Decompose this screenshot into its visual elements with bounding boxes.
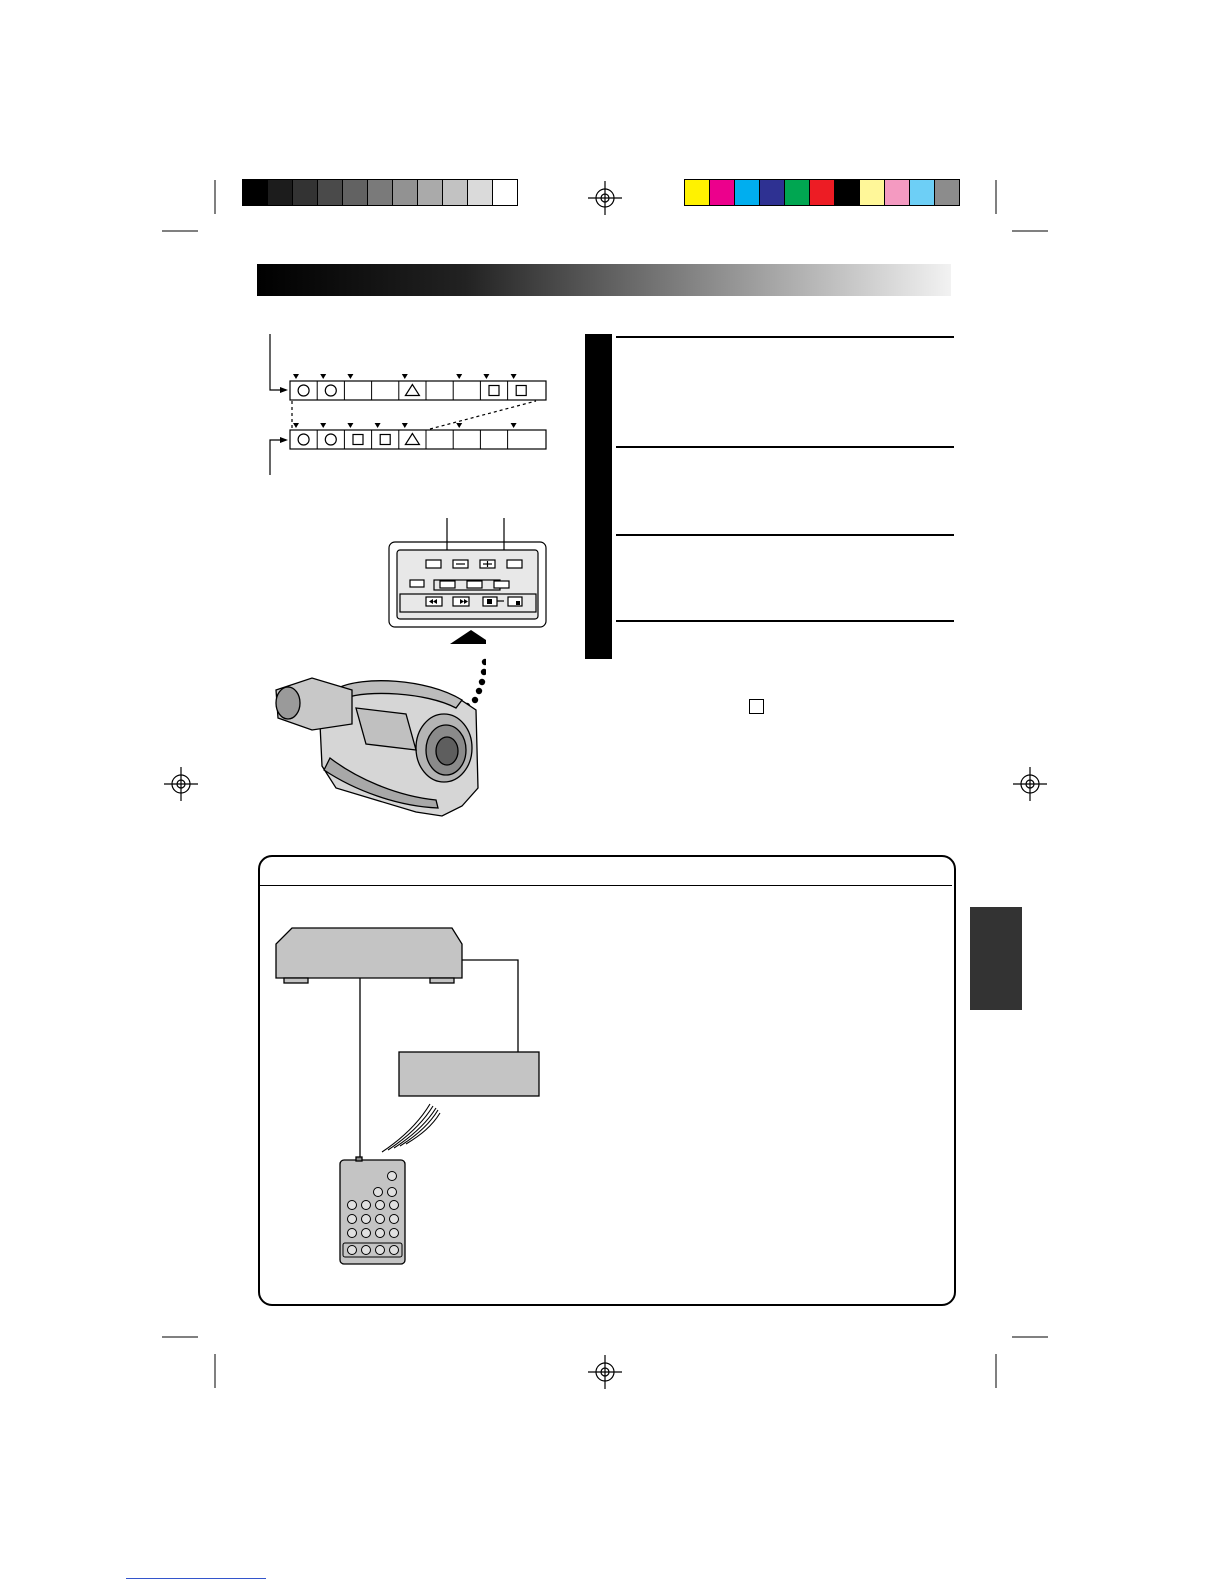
square-icon (749, 699, 764, 714)
remote-button (348, 1246, 357, 1255)
remote-button (348, 1201, 357, 1210)
steps-bar (585, 334, 612, 659)
remote-button (374, 1188, 383, 1197)
tape-index-marker (320, 423, 326, 428)
monitor-box (399, 1052, 539, 1096)
remote-button (388, 1188, 397, 1197)
color-bar-swatch (709, 180, 734, 205)
tape-index-marker (402, 374, 408, 379)
tape-scene-circle (325, 434, 336, 445)
remote-button (376, 1246, 385, 1255)
color-bar-swatch (834, 180, 859, 205)
tape-index-marker (293, 374, 299, 379)
tape-upper-row (293, 374, 526, 400)
gray-bar-swatch (367, 180, 392, 205)
tape-scene-circle (325, 385, 336, 396)
tape-lower-row (293, 423, 517, 449)
tape-index-marker (402, 423, 408, 428)
color-bar-swatch (809, 180, 834, 205)
color-bar-swatch (934, 180, 959, 205)
remote-button (390, 1201, 399, 1210)
gray-bar-swatch (492, 180, 517, 205)
crosshair-icon-top (588, 181, 622, 215)
tape-index-marker (483, 374, 489, 379)
connection-diagram (270, 920, 546, 1270)
header-band (257, 264, 951, 296)
remote-button (348, 1229, 357, 1238)
remote-button (362, 1229, 371, 1238)
tape-scene-circle (298, 385, 309, 396)
color-bar-swatch (909, 180, 934, 205)
remote-panel-inset (386, 518, 550, 634)
remote-button (376, 1215, 385, 1224)
gray-bar-swatch (342, 180, 367, 205)
grayscale-calibration-bar (242, 179, 518, 206)
section-side-tab (970, 907, 1022, 1010)
color-bar-swatch (784, 180, 809, 205)
color-bar-swatch (734, 180, 759, 205)
tape-index-marker (347, 374, 353, 379)
color-bar-swatch (884, 180, 909, 205)
gray-bar-swatch (392, 180, 417, 205)
gray-bar-swatch (467, 180, 492, 205)
color-bar-swatch (859, 180, 884, 205)
tape-index-marker (347, 423, 353, 428)
remote-button (362, 1201, 371, 1210)
footer-link-line (126, 1578, 266, 1579)
gray-bar-swatch (243, 180, 267, 205)
remote-button (390, 1246, 399, 1255)
tape-index-marker (511, 374, 517, 379)
tape-index-marker (293, 423, 299, 428)
crosshair-icon-left (164, 767, 198, 801)
tape-scene-circle (298, 434, 309, 445)
gray-bar-swatch (267, 180, 292, 205)
gray-bar-swatch (292, 180, 317, 205)
gray-bar-swatch (442, 180, 467, 205)
remote-button (376, 1201, 385, 1210)
remote-button (376, 1229, 385, 1238)
gray-bar-swatch (317, 180, 342, 205)
remote-button (390, 1215, 399, 1224)
vcr-icon (276, 928, 462, 983)
tape-index-marker (456, 423, 462, 428)
tape-index-marker (456, 374, 462, 379)
tape-diagram (262, 330, 554, 480)
remote-button (390, 1229, 399, 1238)
remote-button (362, 1246, 371, 1255)
tape-scene-triangle (405, 385, 419, 396)
tape-scene-square (380, 435, 390, 445)
color-bar-swatch (759, 180, 784, 205)
tape-scene-square (353, 435, 363, 445)
tape-index-marker (375, 423, 381, 428)
step-dividers (612, 334, 956, 626)
tape-scene-triangle (405, 434, 419, 445)
color-bar-swatch (685, 180, 709, 205)
remote-button (348, 1215, 357, 1224)
tape-scene-square (489, 386, 499, 396)
info-box-header-divider (260, 885, 952, 886)
infrared-signal-icon (382, 1104, 440, 1152)
tape-scene-square (516, 386, 526, 396)
tape-index-marker (511, 423, 517, 428)
remote-button (388, 1172, 397, 1181)
crosshair-icon-right (1013, 767, 1047, 801)
gray-bar-swatch (417, 180, 442, 205)
tape-index-marker (320, 374, 326, 379)
camcorder-icon (266, 628, 486, 818)
color-calibration-bar (684, 179, 960, 206)
crosshair-icon-bottom (588, 1355, 622, 1389)
remote-button (362, 1215, 371, 1224)
